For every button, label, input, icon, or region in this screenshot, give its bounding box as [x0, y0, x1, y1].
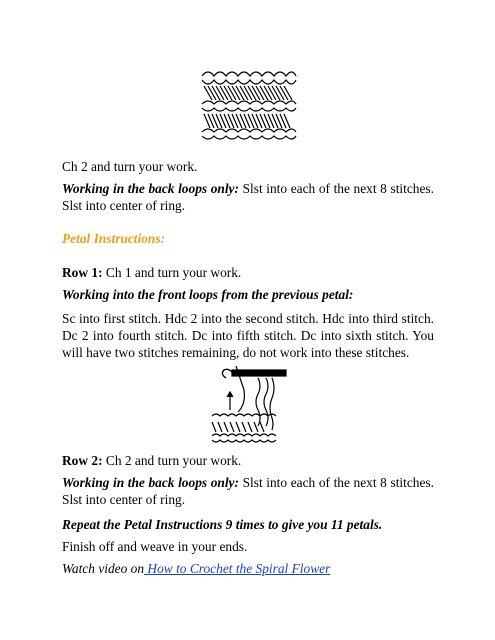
instruction-text: Slst into each of the next 8 stitches. Slst into center of ring. [62, 181, 434, 213]
instruction-lead: Working in the back loops only: [62, 181, 239, 196]
row-1-instruction [62, 264, 434, 281]
crochet-hook-illustration [210, 364, 288, 444]
finish-instruction: Finish off and weave in your ends. [62, 539, 248, 554]
repeat-instruction: Repeat the Petal Instructions 9 times to give you 11 petals. [62, 517, 383, 532]
instruction-back-loops-2 [62, 474, 434, 508]
instruction-chain-turn: Ch 2 and turn your work. [62, 159, 198, 174]
instruction-front-loops: Working into the front loops from the previous petal: [62, 287, 354, 302]
row-2-label: Row 2: [62, 453, 103, 468]
video-prefix: Watch video on [62, 561, 145, 576]
video-line [62, 560, 434, 577]
row-1-text: Ch 1 and turn your work. [102, 265, 242, 280]
row-2-instruction [62, 452, 434, 469]
row-2-text: Ch 2 and turn your work. [102, 453, 242, 468]
instruction-text-2: Slst into each of the next 8 stitches. Slst into center of ring. [62, 475, 434, 507]
stitch-sequence-instruction: Sc into first stitch. Hdc 2 into the second stitch. Hdc into third stitch. Dc 2 into fourth stitch. Dc into fifth stitch. Dc into sixth stitch. You will have two stitches remaining, do not work into these stitches. [62, 311, 434, 360]
instruction-lead-2: Working in the back loops only: [62, 475, 239, 490]
row-1-label: Row 1: [62, 265, 103, 280]
petal-instructions-heading: Petal Instructions: [62, 231, 166, 246]
video-link[interactable]: How to Crochet the Spiral Flower [144, 561, 331, 576]
instruction-back-loops [62, 180, 434, 214]
crochet-stitch-rows-illustration [198, 64, 298, 144]
